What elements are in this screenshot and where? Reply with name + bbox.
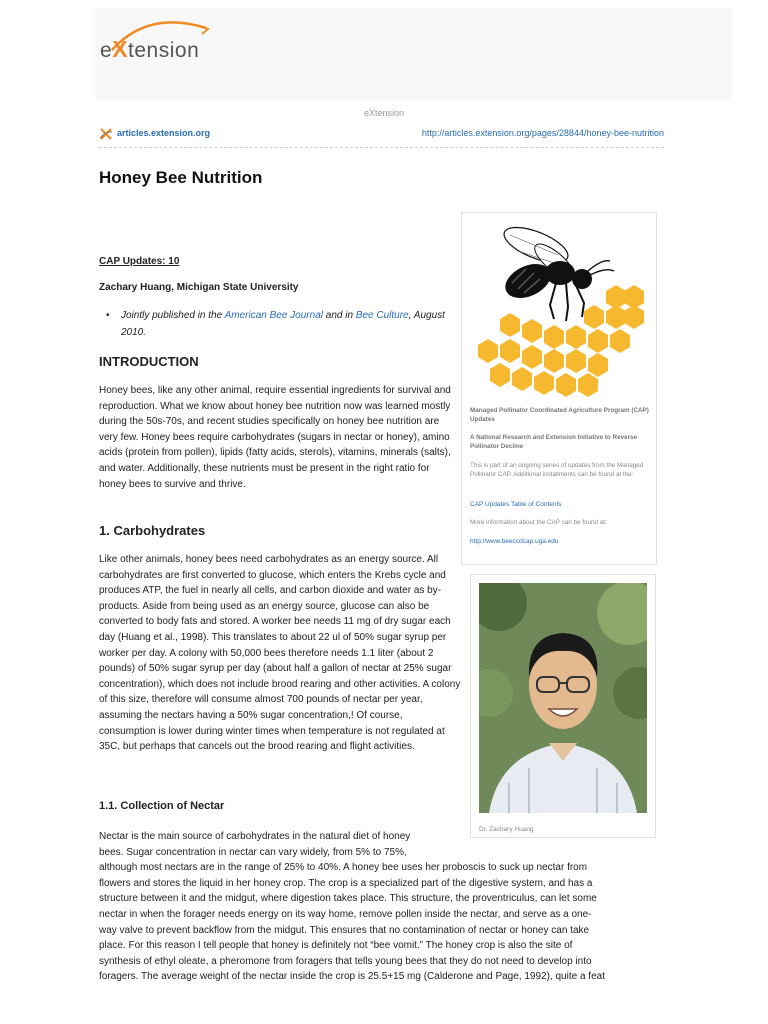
nectar-line: foragers. The average weight of the nectar inside the crop is 25.5+15 mg (Calderone and Page, 1992), quite a feat	[99, 971, 605, 983]
photo-caption: Dr. Zachary Huang	[479, 826, 534, 833]
nectar-line: although most nectars are in the range of 25% to 40%. A honey bee uses her proboscis to suck up nectar from	[99, 862, 588, 874]
cap-title: Managed Pollinator Coordinated Agriculture Program (CAP) Updates	[470, 407, 649, 423]
cap-subtitle: A National Research and Extension Initiative to Reverse Pollinator Decline	[470, 434, 638, 450]
author-photo-box	[470, 574, 656, 838]
author-photo	[479, 583, 647, 813]
intro-paragraph: Honey bees, like any other animal, require essential ingredients for survival and reproduction. What we know about honey bee nutrition now was learned mostly during the 50s-70s, and recent studies specifically on honey bee nutrition are very few. Honey bees require carbohydrates (sugars in nectar or honey), amino acids (protein from pollen), lipids (fatty acids, sterols), vitamins, minerals (salts), and water. Additionally, these nutrients must be present in the right ratio for honey bees to survive and thrive.	[99, 385, 451, 490]
domain-link[interactable]: articles.extension.org	[117, 128, 211, 138]
publication-post: , August 2010.	[121, 310, 445, 338]
american-bee-journal-link[interactable]: American Bee Journal	[224, 310, 323, 321]
nectar-heading: 1.1. Collection of Nectar	[99, 800, 225, 812]
extension-logo[interactable]	[100, 36, 199, 63]
cap-more-info: More information about the CAP can be found at:	[470, 519, 607, 526]
nectar-line: bees. Sugar concentration in nectar can vary widely, from 5% to 75%,	[99, 846, 407, 858]
bee-honeycomb-illustration	[470, 221, 646, 401]
honeycomb-icon	[478, 285, 644, 397]
publication-mid: and in	[322, 310, 356, 321]
bee-culture-link[interactable]: Bee Culture	[355, 310, 409, 321]
logo-text-x: X	[112, 36, 129, 62]
nectar-line: structure between it and the midgut, where digestion takes place. This structure, the proventriculus, can let some	[99, 893, 597, 905]
cap-updates-label: CAP Updates: 10	[99, 256, 180, 267]
nectar-line: flowers and stores the liquid in her honey crop. The crop is a specialized part of the digestive system, and has a	[99, 877, 593, 889]
site-name: eXtension	[363, 108, 405, 118]
domain-row	[99, 127, 664, 141]
header-divider	[99, 147, 664, 148]
logo-text-pre: e	[100, 39, 113, 62]
author-line: Zachary Huang, Michigan State University	[99, 282, 299, 293]
publication-pre: Jointly published in the	[121, 310, 225, 321]
page-title: Honey Bee Nutrition	[99, 168, 263, 187]
carbohydrates-heading: 1. Carbohydrates	[99, 523, 206, 538]
logo-swoosh-icon	[108, 16, 218, 56]
page-url-link[interactable]: http://articles.extension.org/pages/28844/honey-bee-nutrition	[421, 128, 664, 138]
publication-note	[106, 307, 451, 341]
logo-text-post: tension	[128, 39, 200, 62]
cap-toc-link[interactable]: CAP Updates Table of Contents	[470, 501, 562, 508]
cap-description: This is part of an ongoing series of updates from the Managed Pollinator CAP. Additional installments can be found at the:	[470, 462, 644, 478]
carbohydrates-paragraph: Like other animals, honey bees need carbohydrates as an energy source. All carbohydrates are first converted to glucose, which enters the Krebs cycle and produces ATP, the fuel in nearly all cells, and carbon dioxide and water as by-products. Aside from being used as an energy source, glucose can also be converted to body fats and stored. A worker bee needs 11 mg of dry sugar each day (Huang et al., 1998). This translates to about 22 ul of 50% sugar syrup per worker per day. A colony with 50,000 bees therefore needs 1.1 liter (about 2 pounds) of 50% sugar syrup per day (about half a gallon of nectar at 25% sugar concentration), which does not include brood rearing and other activities. A colony of this size, therefore will consume almost 700 pounds of nectar per year, assuming the nectars having a 50% sugar concentration,! Of course, consumption is lower during winter times when temperature is not regulated at 35C, but perhaps that cancels out the brood rearing and flight activities.	[99, 554, 461, 753]
nectar-line: nectar in when the forager needs energy on its way home, remove pollen inside the nectar, and serve as a one-	[99, 908, 592, 920]
cap-website-link[interactable]: http://www.beeccdcap.uga.edu	[470, 538, 559, 545]
nectar-line: Nectar is the main source of carbohydrates in the natural diet of honey	[99, 831, 411, 842]
nectar-line: synthesis of ethyl oleate, a pheromone from foragers that tells young bees that they do not need to develop into	[99, 955, 592, 967]
bullet-dot: •	[106, 310, 110, 321]
nectar-line: place. For this reason I tell people that honey is definitely not “bee vomit.” The honey crop is also the site of	[99, 940, 573, 952]
intro-heading: INTRODUCTION	[99, 354, 199, 369]
nectar-paragraph	[99, 829, 665, 985]
publication-text	[106, 307, 451, 341]
nectar-line: way valve to prevent backflow from the midgut. This ensures that no contamination of nectar or honey can take	[99, 924, 590, 936]
bee-icon	[500, 221, 614, 321]
cap-sidebar-box	[461, 212, 657, 565]
extension-x-icon	[99, 127, 113, 141]
